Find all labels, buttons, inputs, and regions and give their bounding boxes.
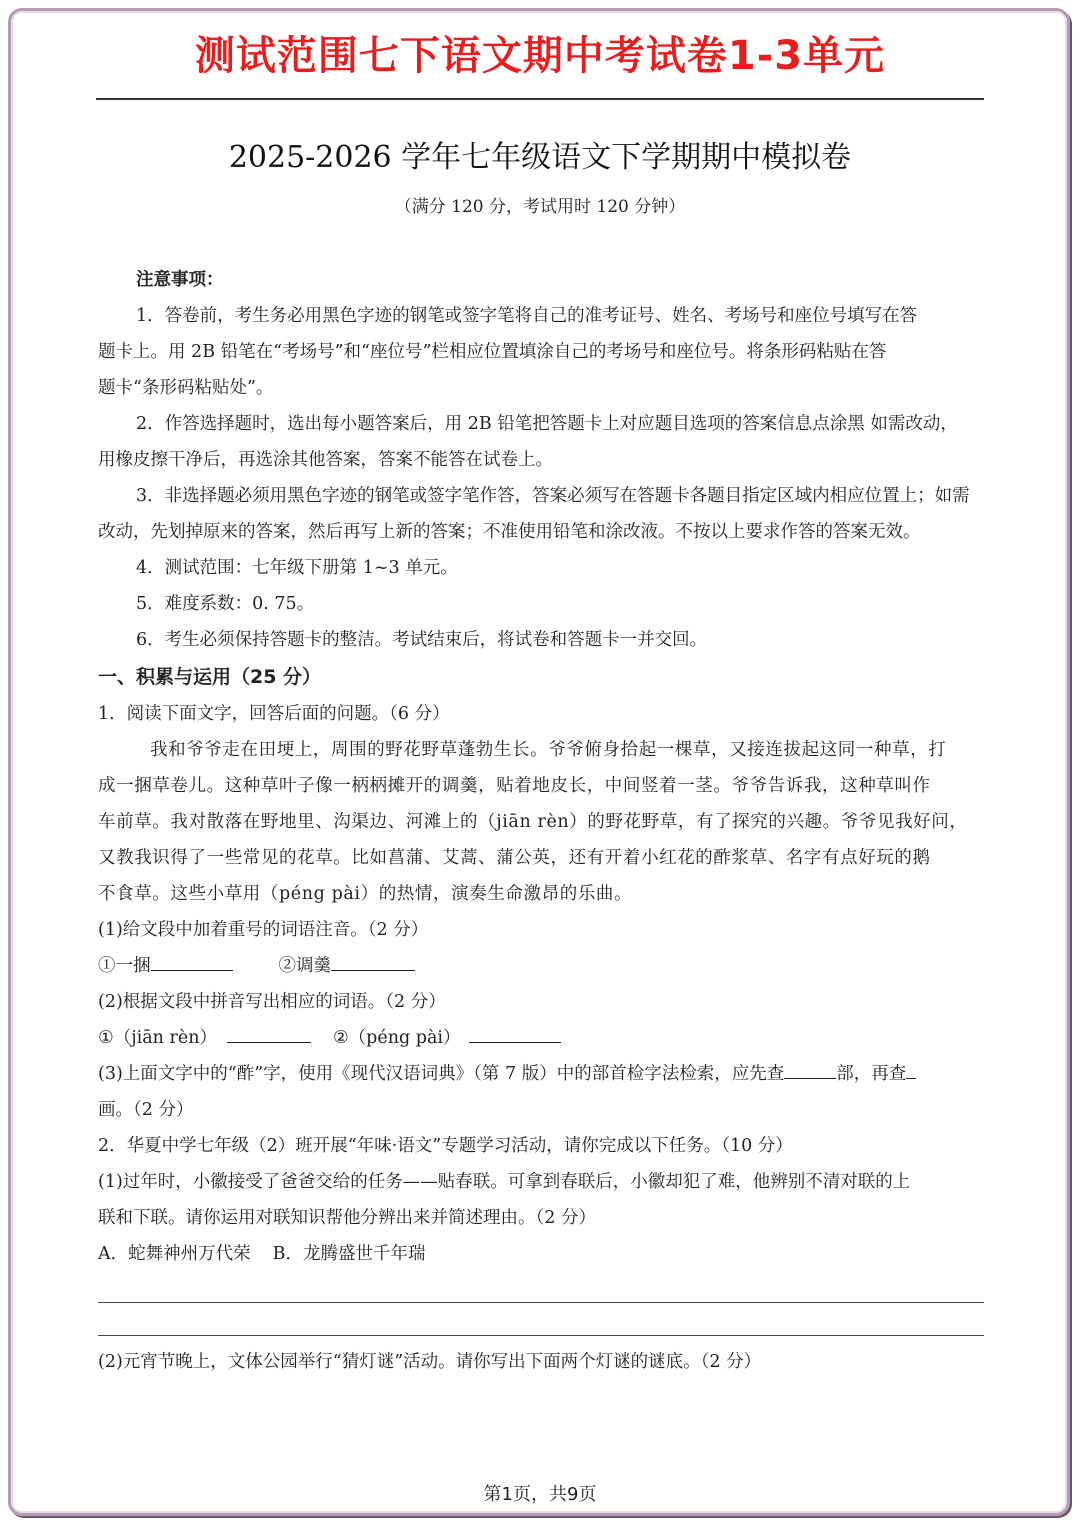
sub1-item-a: ①一捆 bbox=[98, 956, 151, 976]
answer-blank[interactable] bbox=[151, 950, 233, 971]
question-1-sub2-answers bbox=[98, 1020, 984, 1056]
answer-blank[interactable] bbox=[227, 1022, 311, 1043]
notice-line: 5．难度系数：0. 75。 bbox=[136, 594, 315, 614]
answer-blank[interactable] bbox=[784, 1058, 836, 1079]
passage-line: 车前草。我对散落在野地里、沟渠边、河滩上的（jiān rèn）的野花野草，有了探究的兴趣。爷爷见我好问， bbox=[98, 812, 968, 832]
question-1-sub1-answers bbox=[98, 948, 984, 984]
header-divider bbox=[96, 98, 984, 100]
passage-line: 我和爷爷走在田埂上，周围的野花野草蓬勃生长。爷爷俯身拾起一棵草，又接连拔起这同一种草，打 bbox=[150, 740, 947, 760]
page-number: 第1页，共9页 bbox=[483, 1484, 597, 1505]
section-heading: 一、积累与运用（25 分） bbox=[98, 666, 322, 688]
sub2-item-a: ①（jiān rèn） bbox=[98, 1028, 217, 1048]
banner-title: 测试范围七下语文期中考试卷1-3单元 bbox=[194, 33, 886, 79]
notice-line: 用橡皮擦干净后，再选涂其他答案，答案不能答在试卷上。 bbox=[98, 450, 553, 470]
passage-line: 又教我识得了一些常见的花草。比如菖蒲、艾蒿、蒲公英，还有开着小红花的酢浆草、名字有点好玩的鹅 bbox=[98, 848, 931, 868]
exam-subtitle: （满分 120 分，考试用时 120 分钟） bbox=[394, 197, 686, 217]
sub2-item-b: ②（péng pài） bbox=[332, 1028, 461, 1048]
passage-line: 不食草。这些小草用（péng pài）的热情，演奏生命激昂的乐曲。 bbox=[98, 884, 633, 904]
option-a: A．蛇舞神州万代荣 bbox=[98, 1244, 251, 1264]
question-1-sub1: (1)给文段中加着重号的词语注音。（2 分） bbox=[98, 920, 429, 940]
question-2-options bbox=[98, 1236, 984, 1272]
answer-blank[interactable] bbox=[469, 1022, 561, 1043]
notice-line: 题卡上。用 2B 铅笔在“考场号”和“座位号”栏相应位置填涂自己的考场号和座位号。将条形码粘贴在答 bbox=[98, 342, 887, 362]
exam-content bbox=[98, 262, 984, 1380]
question-2-sub1: 联和下联。请你运用对联知识帮他分辨出来并简述理由。（2 分） bbox=[98, 1208, 596, 1228]
option-b: B．龙腾盛世千年瑞 bbox=[272, 1244, 426, 1264]
notice-heading: 注意事项： bbox=[136, 270, 224, 290]
sub3-text-a: (3)上面文字中的“酢”字，使用《现代汉语词典》（第 7 版）中的部首检字法检索，应先查 bbox=[98, 1064, 785, 1084]
notice-line: 6．考生必须保持答题卡的整洁。考试结束后，将试卷和答题卡一并交回。 bbox=[136, 630, 708, 650]
notice-line: 2．作答选择题时，选出每小题答案后，用 2B 铅笔把答题卡上对应题目选项的答案信息点涂黑 如需改动， bbox=[136, 414, 958, 434]
notice-line: 3．非选择题必须用黑色字迹的钢笔或签字笔作答，答案必须写在答题卡各题目指定区域内相应位置上；如需 bbox=[136, 486, 970, 506]
question-1-sub3-tail: 画。（2 分） bbox=[98, 1100, 194, 1120]
sub1-item-b: ②调羹 bbox=[278, 956, 331, 976]
question-1-sub3 bbox=[98, 1056, 984, 1092]
notice-line: 改动，先划掉原来的答案，然后再写上新的答案；不准使用铅笔和涂改液。不按以上要求作答的答案无效。 bbox=[98, 522, 921, 542]
notice-line: 题卡“条形码粘贴处”。 bbox=[98, 378, 274, 398]
question-1-sub2: (2)根据文段中拼音写出相应的词语。（2 分） bbox=[98, 992, 446, 1012]
answer-blank[interactable] bbox=[331, 950, 415, 971]
question-2-sub1: (1)过年时，小徽接受了爸爸交给的任务——贴春联。可拿到春联后，小徽却犯了难，他辨别不清对联的上 bbox=[98, 1172, 911, 1192]
exam-title: 2025-2026 学年七年级语文下学期期中模拟卷 bbox=[228, 140, 852, 175]
notice-line: 1．答卷前，考生务必用黑色字迹的钢笔或签字笔将自己的准考证号、姓名、考场号和座位号填写在答 bbox=[136, 306, 918, 326]
passage-line: 成一捆草卷儿。这种草叶子像一柄柄摊开的调羹，贴着地皮长，中间竖着一茎。爷爷告诉我，这种草叫作 bbox=[98, 776, 931, 796]
notice-line: 4．测试范围：七年级下册第 1~3 单元。 bbox=[136, 558, 458, 578]
sub3-text-b: 部，再查 bbox=[836, 1064, 907, 1084]
question-2-stem: 2．华夏中学七年级（2）班开展“年味·语文”专题学习活动，请你完成以下任务。（10 分） bbox=[98, 1136, 793, 1156]
question-1-stem: 1．阅读下面文字，回答后面的问题。（6 分） bbox=[98, 704, 450, 724]
question-2-sub2: (2)元宵节晚上，文体公园举行“猜灯谜”活动。请你写出下面两个灯谜的谜底。（2 分） bbox=[98, 1352, 762, 1372]
answer-blank[interactable] bbox=[906, 1058, 916, 1079]
